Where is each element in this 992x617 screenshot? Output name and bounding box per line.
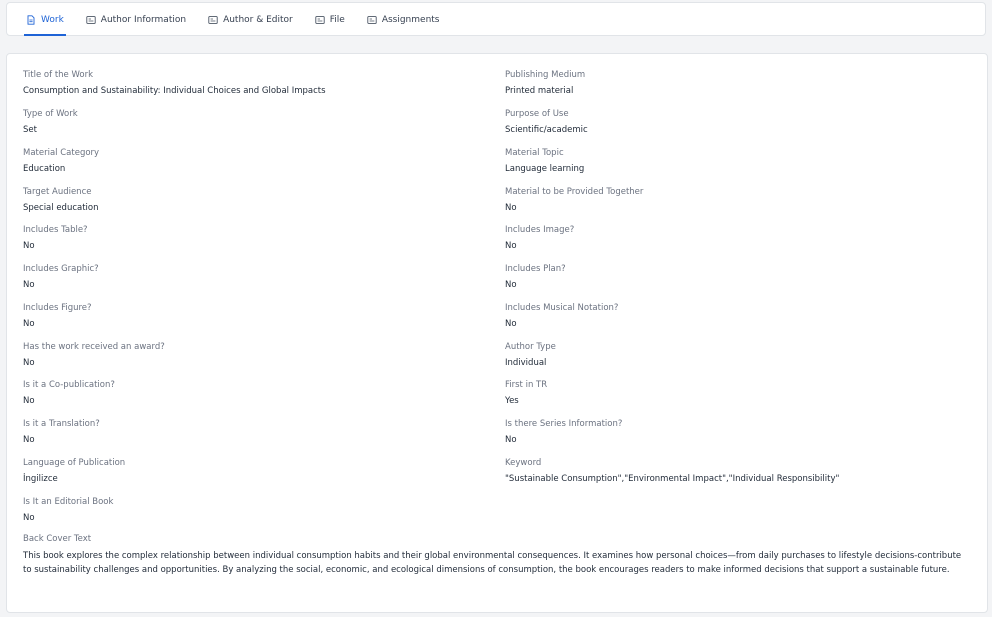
field-label: Is it a Translation? (23, 419, 100, 429)
field-label: Material to be Provided Together (505, 187, 644, 197)
field-includes-image (505, 225, 965, 252)
tab-bar (24, 3, 460, 37)
field-label: Is there Series Information? (505, 419, 623, 429)
field-label: Has the work received an award? (23, 342, 165, 352)
field-label: Includes Figure? (23, 303, 92, 313)
tab-label: Work (41, 14, 64, 25)
tab-label: Author & Editor (223, 14, 293, 25)
field-includes-musical-notation (505, 303, 965, 330)
field-value: No (23, 241, 35, 251)
field-value: No (23, 280, 35, 290)
field-first-in-tr (505, 380, 965, 407)
field-label: Title of the Work (23, 70, 93, 80)
tab-author-editor[interactable] (206, 3, 295, 36)
field-material-category (23, 148, 483, 175)
field-publishing-medium (505, 70, 965, 97)
field-label: Includes Graphic? (23, 264, 99, 274)
field-value: No (23, 358, 35, 368)
tab-label: Author Information (100, 14, 187, 25)
field-value: No (505, 319, 517, 329)
field-keyword (505, 458, 965, 485)
field-includes-table (23, 225, 483, 252)
tab-author-information[interactable] (84, 3, 188, 36)
field-label: Purpose of Use (505, 109, 569, 119)
field-label: Includes Musical Notation? (505, 303, 619, 313)
field-translation (23, 419, 483, 446)
field-value: No (505, 203, 517, 213)
field-editorial-book (23, 497, 483, 524)
field-value: Special education (23, 203, 99, 213)
field-type-of-work (23, 109, 483, 136)
field-includes-graphic (23, 264, 483, 291)
field-label: Is it a Co-publication? (23, 380, 115, 390)
id-card-icon (208, 15, 218, 25)
field-includes-figure (23, 303, 483, 330)
field-value: Printed material (505, 86, 574, 96)
field-label: Back Cover Text (23, 534, 92, 544)
work-details-card (6, 53, 988, 613)
field-target-audience (23, 187, 483, 214)
tab-work[interactable] (24, 3, 66, 36)
field-value: No (505, 280, 517, 290)
field-series-information (505, 419, 965, 446)
field-label: Material Category (23, 148, 100, 158)
field-value: Education (23, 164, 66, 174)
field-value: İngilizce (23, 474, 58, 484)
field-label: Is It an Editorial Book (23, 497, 114, 507)
field-purpose-of-use (505, 109, 965, 136)
field-language-of-publication (23, 458, 483, 485)
field-author-type (505, 342, 965, 369)
field-material-together (505, 187, 965, 214)
tab-label: Assignments (381, 14, 440, 25)
field-value: No (23, 319, 35, 329)
field-value: Scientific/academic (505, 125, 588, 135)
id-card-icon (86, 15, 96, 25)
tab-label: File (329, 14, 345, 25)
field-title-of-work (23, 70, 483, 97)
tabs-card (6, 2, 986, 36)
field-label: Material Topic (505, 148, 564, 158)
field-label: Type of Work (23, 109, 78, 119)
field-value: No (23, 513, 35, 523)
field-value: Language learning (505, 164, 585, 174)
field-label: Target Audience (23, 187, 92, 197)
field-co-publication (23, 380, 483, 407)
field-value: This book explores the complex relationship between individual consumption habits and their global environmental consequences. It examines how personal choices—from daily purchases to lifestyle decisions-contribute to sustainability challenges and opportunities. By analyzing the social, economic, and ecological dimensions of consumption, the book encourages readers to make informed decisions that support a sustainable future. (23, 551, 962, 575)
field-value: "Sustainable Consumption","Environmental Impact","Individual Responsibility" (505, 474, 840, 484)
id-card-icon (367, 15, 377, 25)
tab-assignments[interactable] (365, 3, 442, 36)
field-label: Includes Table? (23, 225, 88, 235)
field-value: Individual (505, 358, 547, 368)
field-label: Includes Image? (505, 225, 575, 235)
field-value: No (23, 435, 35, 445)
field-value: No (505, 241, 517, 251)
field-value: Yes (505, 396, 519, 406)
field-label: Author Type (505, 342, 556, 352)
tab-file[interactable] (313, 3, 347, 36)
field-label: Language of Publication (23, 458, 126, 468)
field-back-cover-text (23, 534, 968, 577)
id-card-icon (315, 15, 325, 25)
field-material-topic (505, 148, 965, 175)
field-value: Set (23, 125, 37, 135)
field-value: No (23, 396, 35, 406)
field-includes-plan (505, 264, 965, 291)
document-icon (26, 15, 36, 25)
field-label: Includes Plan? (505, 264, 566, 274)
field-label: Publishing Medium (505, 70, 586, 80)
field-value: Consumption and Sustainability: Individual Choices and Global Impacts (23, 86, 326, 96)
field-label: First in TR (505, 380, 548, 390)
field-value: No (505, 435, 517, 445)
field-label: Keyword (505, 458, 542, 468)
field-award (23, 342, 483, 369)
